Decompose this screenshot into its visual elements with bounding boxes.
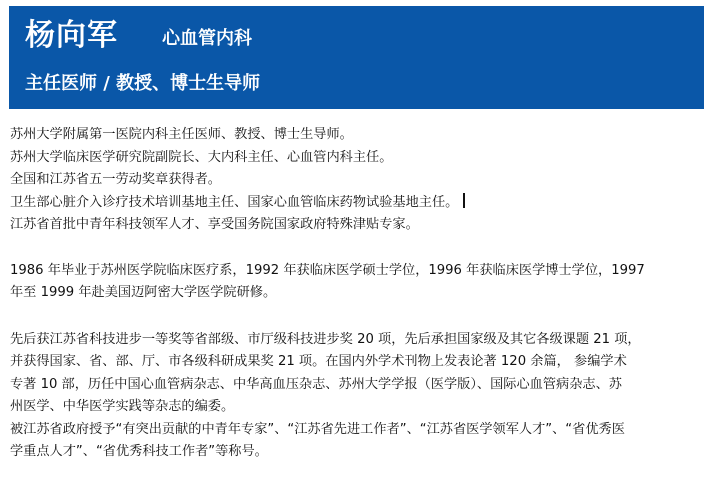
achievement-line: 学重点人才”、“省优秀科技工作者”等称号。 xyxy=(10,444,268,459)
education-line: 1986 年毕业于苏州医学院临床医疗系，1992 年获临床医学硕士学位，1996 年获临床医学博士学位，1997 xyxy=(10,262,645,278)
paragraph-gap xyxy=(10,305,700,329)
text-cursor xyxy=(463,193,465,208)
achievement-line: 州医学、中华医学实践等杂志的编委。 xyxy=(10,399,235,414)
paragraph-gap xyxy=(10,237,700,260)
bio-line-with-cursor xyxy=(10,192,700,215)
biography xyxy=(10,124,700,464)
doctor-title: 主任医师 / 教授、博士生导师 xyxy=(25,73,261,94)
bio-line: 江苏省首批中青年科技领军人才、享受国务院国家政府特殊津贴专家。 xyxy=(10,217,419,232)
doctor-name: 杨向军 xyxy=(25,18,118,53)
bio-line: 全国和江苏省五一劳动奖章获得者。 xyxy=(10,172,221,187)
achievement-line: 先后获江苏省科技进步一等奖等省部级、市厅级科技进步奖 20 项，先后承担国家级及其它各级课题 21 项， xyxy=(10,331,641,347)
achievement-line: 被江苏省政府授予“有突出贡献的中青年专家”、“江苏省先进工作者”、“江苏省医学领军人才”、“省优秀医 xyxy=(10,421,625,437)
profile-header xyxy=(9,6,704,109)
achievement-line: 并获得国家、省、部、厅、市各级科研成果奖 21 项。在国内外学术刊物上发表论著 120 余篇， 参编学术 xyxy=(10,354,627,369)
bio-line: 卫生部心脏介入诊疗技术培训基地主任、国家心血管临床药物试验基地主任。 xyxy=(10,194,459,210)
bio-line: 苏州大学附属第一医院内科主任医师、教授、博士生导师。 xyxy=(10,127,353,142)
bio-line: 苏州大学临床医学研究院副院长、大内科主任、心血管内科主任。 xyxy=(10,149,393,165)
education-line: 年至 1999 年赴美国迈阿密大学医学院研修。 xyxy=(10,285,277,300)
department: 心血管内科 xyxy=(162,28,252,49)
achievement-line: 专著 10 部，历任中国心血管病杂志、中华高血压杂志、苏州大学学报（医学版）、国际心血管病杂志、苏 xyxy=(10,376,622,392)
